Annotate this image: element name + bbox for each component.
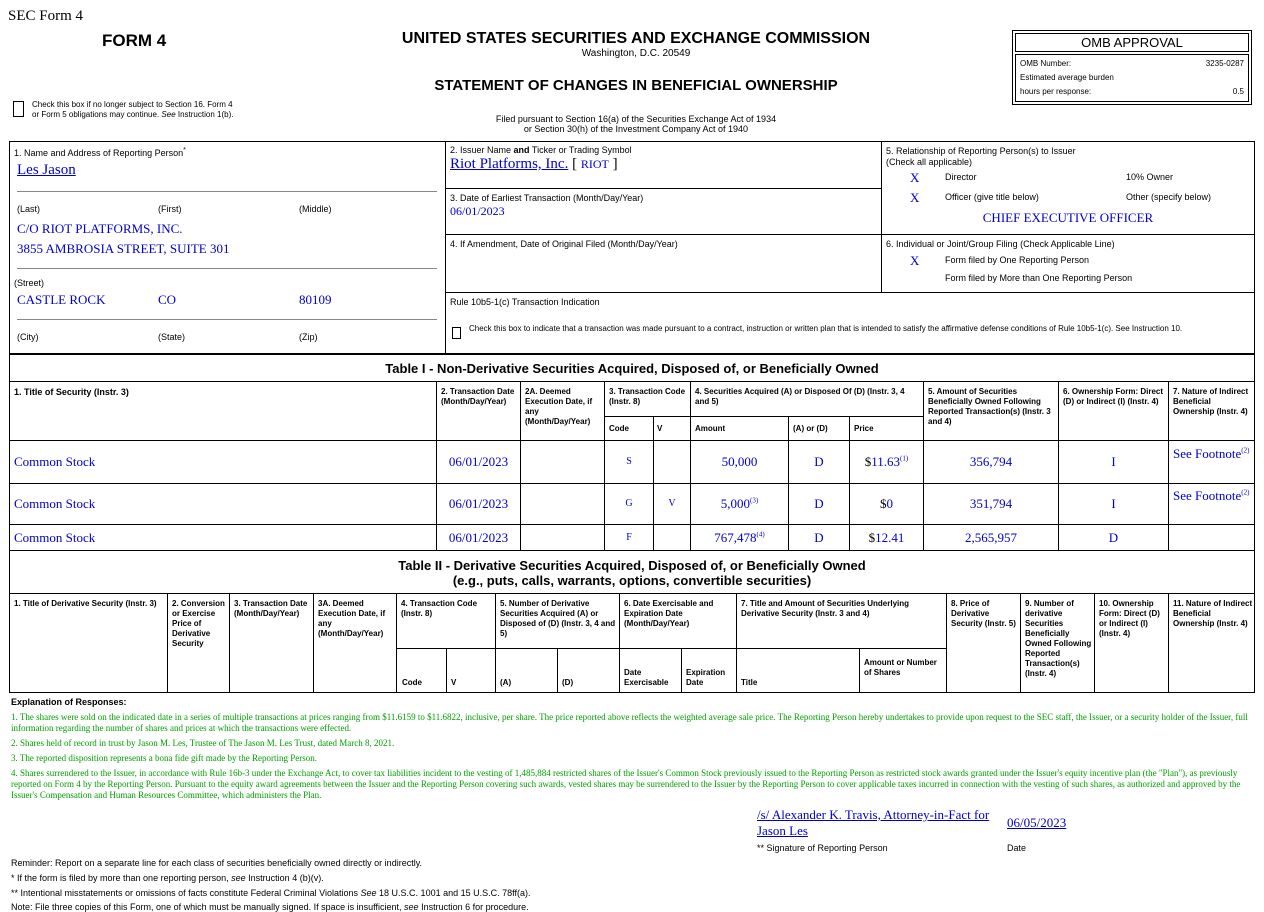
section16-checkbox[interactable] xyxy=(13,101,24,117)
t2-h9: 9. Number of derivative Securities Beneficially Owned Following Reported Transaction(s) (Instr. 4) xyxy=(1025,599,1092,678)
rule-text: Check this box to indicate that a transaction was made pursuant to a contract, instruction or written plan that is intended to satisfy the affirmative defense conditions of Rule 10b5-1(c). See Instruction 10. xyxy=(469,324,1183,333)
t1-h7: 7. Nature of Indirect Beneficial Ownership (Instr. 4) xyxy=(1173,387,1249,416)
reminder: Reminder: Report on a separate line for each class of securities beneficially owned directly or indirectly. xyxy=(11,858,423,868)
director-label: Director xyxy=(945,172,977,182)
state-value: CO xyxy=(158,292,177,307)
transaction-date: 06/01/2023 xyxy=(448,496,509,511)
ownership-form: D xyxy=(1108,530,1119,545)
one-person-check[interactable]: X xyxy=(910,253,920,268)
statement-title: STATEMENT OF CHANGES IN BENEFICIAL OWNERSHIP xyxy=(434,77,838,94)
t2-h3: 3. Transaction Date (Month/Day/Year) xyxy=(234,599,308,618)
signature-date[interactable]: 06/05/2023 xyxy=(1007,815,1067,830)
security-title: Common Stock xyxy=(14,530,96,545)
street-label: (Street) xyxy=(14,278,45,288)
middle-label: (Middle) xyxy=(299,204,332,214)
table-cell xyxy=(1168,524,1255,551)
t2-d-label: (D) xyxy=(562,678,574,687)
agency-title: UNITED STATES SECURITIES AND EXCHANGE COMMISSION xyxy=(401,30,871,47)
t2-title-label: Title xyxy=(741,678,758,687)
agency-address: Washington, D.C. 20549 xyxy=(581,48,691,59)
omb-title: OMB APPROVAL xyxy=(1015,33,1249,52)
table-cell xyxy=(520,524,605,551)
t2-h8: 8. Price of Derivative Security (Instr. 5) xyxy=(951,599,1016,628)
ownership-form: I xyxy=(1111,496,1116,511)
zip-label: (Zip) xyxy=(299,332,318,342)
nature-of-ownership: See Footnote$^{(2)}$ xyxy=(1173,446,1250,461)
footer-note-1: * If the form is filed by more than one reporting person, see Instruction 4 (b)(v). xyxy=(11,873,324,883)
more-person-label: Form filed by More than One Reporting Person xyxy=(945,273,1133,283)
first-label: (First) xyxy=(158,204,182,214)
rule-label: Rule 10b5-1(c) Transaction Indication xyxy=(450,297,600,307)
table-cell xyxy=(520,440,605,484)
price: $12.41 xyxy=(868,530,905,545)
box5-label: 5. Relationship of Reporting Person(s) to Issuer (Check all applicable) xyxy=(886,146,1076,167)
acquired-disposed: D xyxy=(814,454,824,469)
issuer-name[interactable]: Riot Platforms, Inc. xyxy=(450,156,569,172)
t1-ad-label: (A) or (D) xyxy=(793,424,828,433)
security-title: Common Stock xyxy=(14,454,96,469)
amount: 5,000$^{(3)}$ xyxy=(720,496,759,511)
explanation-label: Explanation of Responses: xyxy=(11,697,127,707)
t2-amount-label: Amount or Number of Shares xyxy=(864,658,937,677)
footnote-3: 3. The reported disposition represents a bona fide gift made by the Reporting Person. xyxy=(11,753,318,763)
t2-h5: 5. Number of Derivative Securities Acquired (A) or Disposed of (D) (Instr. 3, 4 and 5) xyxy=(500,599,616,638)
amount-owned: 356,794 xyxy=(969,454,1013,469)
t1-amount-label: Amount xyxy=(695,424,726,433)
t2-h1: 1. Title of Derivative Security (Instr. 3) xyxy=(14,599,157,608)
t1-price-label: Price xyxy=(854,424,874,433)
t1-h1: 1. Title of Security (Instr. 3) xyxy=(14,387,129,397)
omb-hours-value: 0.5 xyxy=(1232,87,1244,96)
omb-number-value: 3235-0287 xyxy=(1205,59,1244,68)
box1-label: 1. Name and Address of Reporting Person* xyxy=(14,147,186,158)
issuer-line: Riot Platforms, Inc. [ RIOT ] xyxy=(450,156,618,172)
signature[interactable]: /s/ Alexander K. Travis, Attorney-in-Fact for Jason Les xyxy=(757,807,990,838)
box3-label: 3. Date of Earliest Transaction (Month/Day/Year) xyxy=(450,193,644,203)
signature-label: ** Signature of Reporting Person xyxy=(757,843,888,853)
acquired-disposed: D xyxy=(814,496,824,511)
acquired-disposed: D xyxy=(814,530,824,545)
t1-h4: 4. Securities Acquired (A) or Disposed Of (D) (Instr. 3, 4 and 5) xyxy=(695,387,905,406)
amount: 767,478$^{(4)}$ xyxy=(714,530,765,545)
t1-code-label: Code xyxy=(609,424,629,433)
transaction-code: G xyxy=(625,498,633,509)
t1-h5: 5. Amount of Securities Beneficially Owned Following Reported Transaction(s) (Instr. 3 and 4) xyxy=(928,387,1051,426)
box6-label: 6. Individual or Joint/Group Filing (Check Applicable Line) xyxy=(886,239,1115,249)
t1-h2: 2. Transaction Date (Month/Day/Year) xyxy=(441,387,515,406)
footnote-2: 2. Shares held of record in trust by Jason M. Les, Trustee of The Jason M. Les Trust, dated March 8, 2021. xyxy=(11,738,395,748)
amount-owned: 2,565,957 xyxy=(965,530,1017,545)
t2-h4: 4. Transaction Code (Instr. 8) xyxy=(401,599,478,618)
ten-pct-owner-label: 10% Owner xyxy=(1126,172,1174,182)
rule-10b5-checkbox[interactable] xyxy=(452,327,461,339)
t2-h7: 7. Title and Amount of Securities Underlying Derivative Security (Instr. 3 and 4) xyxy=(741,599,910,618)
ownership-form: I xyxy=(1111,454,1116,469)
table2-title: Table II - Derivative Securities Acquired, Disposed of, or Beneficially Owned (e.g., puts, calls, warrants, options, convertible securities) xyxy=(398,558,866,588)
t1-v-label: V xyxy=(657,424,663,433)
officer-check[interactable]: X xyxy=(910,190,920,205)
omb-number-label: OMB Number: xyxy=(1020,59,1072,68)
t2-h2: 2. Conversion or Exercise Price of Derivative Security xyxy=(172,599,225,648)
table-cell xyxy=(520,483,605,525)
box4-label: 4. If Amendment, Date of Original Filed (Month/Day/Year) xyxy=(450,239,678,249)
t2-exp-label: Expiration Date xyxy=(686,668,726,687)
address-line-1: C/O RIOT PLATFORMS, INC. xyxy=(17,221,183,236)
transaction-code: F xyxy=(626,532,632,543)
other-label: Other (specify below) xyxy=(1126,192,1212,202)
city-value: CASTLE ROCK xyxy=(17,292,106,307)
footer-note-2: ** Intentional misstatements or omissions of facts constitute Federal Criminal Violations See 18 U.S.C. 1001 and 15 U.S.C. 78ff(a). xyxy=(11,888,531,898)
t2-code-label: Code xyxy=(402,678,422,687)
footnote-1: 1. The shares were sold on the indicated date in a series of multiple transactions at prices ranging from $11.6159 to $11.6822, inclusive, per share. The price reported above reflects the weighted average sale price. The Reporting Person hereby undertakes to provide upon request to the SEC staff, the Issuer, or a security holder of the Issuer, full information regarding the number of shares and prices at which the transactions were effected. xyxy=(11,712,1248,733)
state-label: (State) xyxy=(158,332,186,342)
t2-a-label: (A) xyxy=(500,678,512,687)
table-cell xyxy=(653,524,691,551)
transaction-date: 06/01/2023 xyxy=(448,530,509,545)
transaction-date: 06/01/2023 xyxy=(448,454,509,469)
sec-form-label: SEC Form 4 xyxy=(8,8,84,24)
one-person-label: Form filed by One Reporting Person xyxy=(945,255,1090,265)
ticker-symbol: RIOT xyxy=(580,157,609,171)
t2-h10: 10. Ownership Form: Direct (D) or Indirect (I) (Instr. 4) xyxy=(1099,599,1160,638)
section16-checkbox-label: Check this box if no longer subject to Section 16. Form 4 or Form 5 obligations may continue. See Instruction 1(b). xyxy=(32,100,234,119)
price: $11.63$^{(1)}$ xyxy=(864,454,909,469)
t2-h3a: 3A. Deemed Execution Date, if any (Month/Day/Year) xyxy=(318,599,386,638)
nature-of-ownership: See Footnote$^{(2)}$ xyxy=(1173,488,1250,503)
director-check[interactable]: X xyxy=(910,170,920,185)
omb-hours-label: hours per response: xyxy=(1020,87,1092,96)
t2-date-ex-label: Date Exercisable xyxy=(624,668,669,687)
divider xyxy=(17,191,437,192)
city-label: (City) xyxy=(17,332,39,342)
footnote-4: 4. Shares surrendered to the Issuer, in accordance with Rule 16b-3 under the Exchange Act, to cover tax liabilities incident to the vesting of 1,485,884 restricted shares of the Issuer's Common Stock previously issued to the Reporting Person as restricted stock awards granted under the Issuer's equity incentive plan (the "Plan"), as previously reported on Form 4 by the Reporting Person. Pursuant to the equity award agreements between the Issuer and the Reporting Person covering such awards, vested shares may be surrendered to the Issuer by the Reporting Person to cover applicable taxes incurred in connection with the vesting of such shares, as authorized and approved by the Issuer's Compensation and Human Resources Committee, which administers the Plan. xyxy=(11,768,1241,800)
amount-owned: 351,794 xyxy=(969,496,1013,511)
reporting-person-name[interactable]: Les Jason xyxy=(17,162,76,178)
t2-h6: 6. Date Exercisable and Expiration Date (Month/Day/Year) xyxy=(624,599,714,628)
transaction-v: V xyxy=(668,498,676,509)
transaction-code: S xyxy=(626,456,632,467)
address-line-2: 3855 AMBROSIA STREET, SUITE 301 xyxy=(17,241,230,256)
amount: 50,000 xyxy=(721,454,758,469)
price: $0 xyxy=(880,496,893,511)
officer-title: CHIEF EXECUTIVE OFFICER xyxy=(982,210,1154,225)
security-title: Common Stock xyxy=(14,496,96,511)
date-label: Date xyxy=(1007,843,1027,853)
filed-pursuant: Filed pursuant to Section 16(a) of the Securities Exchange Act of 1934 or Section 30(h) of the Investment Company Act of 1940 xyxy=(495,114,777,134)
t1-h3: 3. Transaction Code (Instr. 8) xyxy=(609,387,686,406)
footer-note-3: Note: File three copies of this Form, one of which must be manually signed. If space is insufficient, see Instruction 6 for procedure. xyxy=(11,902,529,912)
zip-value: 80109 xyxy=(299,292,332,307)
divider xyxy=(17,268,437,269)
earliest-transaction-date: 06/01/2023 xyxy=(450,204,505,218)
t1-h6: 6. Ownership Form: Direct (D) or Indirect (I) (Instr. 4) xyxy=(1063,387,1164,406)
t1-h2a: 2A. Deemed Execution Date, if any (Month/Day/Year) xyxy=(525,387,593,426)
table1-title: Table I - Non-Derivative Securities Acquired, Disposed of, or Beneficially Owned xyxy=(385,361,879,376)
t2-h11: 11. Nature of Indirect Beneficial Ownership (Instr. 4) xyxy=(1173,599,1253,628)
officer-label: Officer (give title below) xyxy=(945,192,1039,202)
divider xyxy=(17,319,437,320)
box2-label: 2. Issuer Name and Ticker or Trading Symbol xyxy=(450,145,632,155)
omb-burden-label: Estimated average burden xyxy=(1020,73,1114,82)
t2-v-label: V xyxy=(451,678,457,687)
last-label: (Last) xyxy=(17,204,41,214)
form-title: FORM 4 xyxy=(102,31,167,50)
table-cell xyxy=(653,440,691,484)
